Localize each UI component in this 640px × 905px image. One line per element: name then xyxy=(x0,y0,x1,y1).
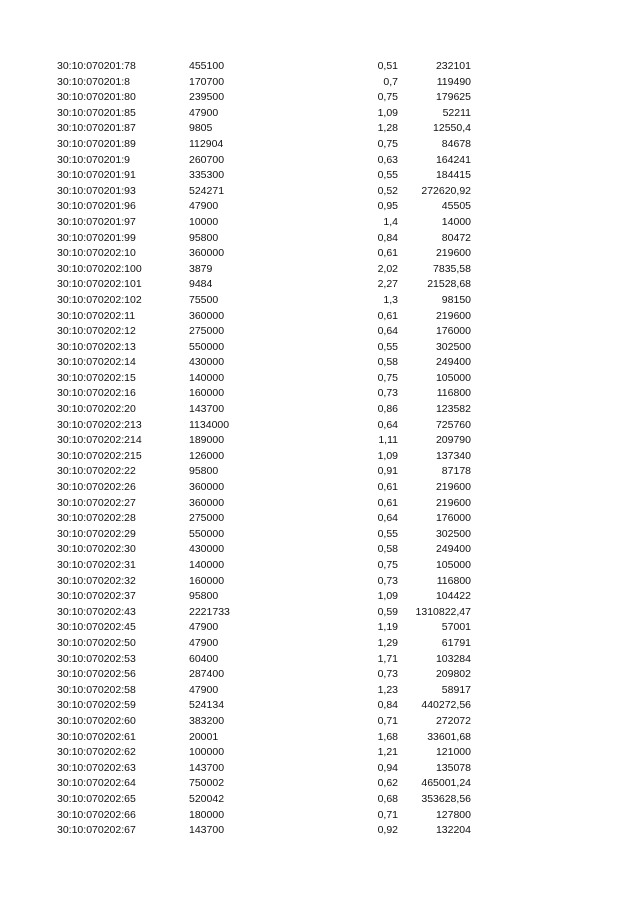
table-row xyxy=(0,418,640,434)
cadastral-number-cell: 30:10:070202:29 xyxy=(57,527,136,540)
calculated-value-cell: 12550,4 xyxy=(433,122,471,135)
cadastral-value-cell: 360000 xyxy=(189,496,225,509)
cadastral-value-cell: 100000 xyxy=(189,746,225,759)
calculated-value-cell: 14000 xyxy=(441,215,471,228)
cadastral-number-cell: 30:10:070201:89 xyxy=(57,137,136,150)
cadastral-value-cell: 2221733 xyxy=(189,605,230,618)
coefficient-cell: 0,92 xyxy=(377,824,398,837)
calculated-value-cell: 209802 xyxy=(435,668,471,681)
cadastral-number-cell: 30:10:070201:8 xyxy=(57,75,130,88)
calculated-value-cell: 33601,68 xyxy=(427,730,471,743)
table-row xyxy=(0,433,640,449)
cadastral-value-cell: 140000 xyxy=(189,371,225,384)
table-row xyxy=(0,605,640,621)
cadastral-value-cell: 47900 xyxy=(189,683,219,696)
table-row xyxy=(0,137,640,153)
cadastral-number-cell: 30:10:070202:63 xyxy=(57,761,136,774)
calculated-value-cell: 98150 xyxy=(441,293,471,306)
table-row xyxy=(0,589,640,605)
cadastral-number-cell: 30:10:070201:9 xyxy=(57,153,130,166)
calculated-value-cell: 119490 xyxy=(436,75,471,88)
coefficient-cell: 0,63 xyxy=(377,153,398,166)
table-row xyxy=(0,698,640,714)
cadastral-number-cell: 30:10:070202:22 xyxy=(57,465,136,478)
table-row xyxy=(0,231,640,247)
table-row xyxy=(0,620,640,636)
cadastral-number-cell: 30:10:070201:87 xyxy=(57,122,136,135)
table-row xyxy=(0,667,640,683)
cadastral-value-cell: 9484 xyxy=(189,278,213,291)
coefficient-cell: 0,75 xyxy=(377,137,398,150)
cadastral-value-cell: 189000 xyxy=(189,434,225,447)
table-row xyxy=(0,761,640,777)
table-row xyxy=(0,823,640,839)
coefficient-cell: 0,64 xyxy=(377,325,398,338)
coefficient-cell: 0,75 xyxy=(377,371,398,384)
cadastral-number-cell: 30:10:070201:91 xyxy=(57,169,136,182)
cadastral-value-cell: 550000 xyxy=(189,340,225,353)
table-row xyxy=(0,293,640,309)
table-row xyxy=(0,511,640,527)
cadastral-number-cell: 30:10:070202:67 xyxy=(57,824,136,837)
cadastral-number-cell: 30:10:070202:28 xyxy=(57,512,136,525)
coefficient-cell: 0,71 xyxy=(377,714,398,727)
table-row xyxy=(0,792,640,808)
cadastral-value-cell: 47900 xyxy=(189,621,219,634)
cadastral-value-cell: 60400 xyxy=(189,652,219,665)
coefficient-cell: 0,62 xyxy=(377,777,398,790)
table-row xyxy=(0,449,640,465)
table-row xyxy=(0,262,640,278)
coefficient-cell: 0,59 xyxy=(377,605,398,618)
cadastral-number-cell: 30:10:070202:14 xyxy=(57,356,136,369)
coefficient-cell: 1,71 xyxy=(377,652,398,665)
coefficient-cell: 1,09 xyxy=(377,106,398,119)
cadastral-number-cell: 30:10:070202:12 xyxy=(57,325,136,338)
cadastral-value-cell: 239500 xyxy=(189,91,225,104)
cadastral-value-cell: 360000 xyxy=(189,247,225,260)
cadastral-value-cell: 143700 xyxy=(189,403,225,416)
coefficient-cell: 1,21 xyxy=(377,746,398,759)
coefficient-cell: 0,84 xyxy=(377,699,398,712)
cadastral-value-cell: 1134000 xyxy=(189,418,230,431)
coefficient-cell: 0,91 xyxy=(377,465,398,478)
cadastral-value-cell: 524271 xyxy=(189,184,225,197)
cadastral-number-cell: 30:10:070202:15 xyxy=(57,371,136,384)
calculated-value-cell: 272620,92 xyxy=(421,184,471,197)
cadastral-number-cell: 30:10:070201:80 xyxy=(57,91,136,104)
calculated-value-cell: 302500 xyxy=(435,527,471,540)
cadastral-value-cell: 750002 xyxy=(189,777,225,790)
calculated-value-cell: 103284 xyxy=(435,652,471,665)
calculated-value-cell: 7835,58 xyxy=(433,262,471,275)
cadastral-number-cell: 30:10:070202:50 xyxy=(57,636,136,649)
cadastral-value-cell: 140000 xyxy=(189,559,225,571)
coefficient-cell: 0,55 xyxy=(377,169,398,182)
coefficient-cell: 1,29 xyxy=(377,636,398,649)
calculated-value-cell: 219600 xyxy=(435,481,471,494)
table-row xyxy=(0,106,640,122)
cadastral-value-cell: 95800 xyxy=(189,231,219,244)
calculated-value-cell: 104422 xyxy=(435,590,471,603)
coefficient-cell: 0,61 xyxy=(377,496,398,509)
calculated-value-cell: 57001 xyxy=(441,621,471,634)
cadastral-number-cell: 30:10:070202:53 xyxy=(57,652,136,665)
table-row xyxy=(0,340,640,356)
cadastral-value-cell: 524134 xyxy=(189,699,225,712)
coefficient-cell: 0,7 xyxy=(383,75,398,88)
calculated-value-cell: 87178 xyxy=(441,465,471,478)
coefficient-cell: 0,84 xyxy=(377,231,398,244)
calculated-value-cell: 302500 xyxy=(435,340,471,353)
cadastral-value-cell: 260700 xyxy=(189,153,225,166)
cadastral-value-cell: 3879 xyxy=(189,262,213,275)
coefficient-cell: 0,95 xyxy=(377,200,398,213)
table-row xyxy=(0,309,640,325)
cadastral-value-cell: 275000 xyxy=(189,325,225,338)
table-row xyxy=(0,480,640,496)
cadastral-number-cell: 30:10:070201:78 xyxy=(57,60,136,72)
cadastral-number-cell: 30:10:070202:64 xyxy=(57,777,136,790)
coefficient-cell: 1,68 xyxy=(377,730,398,743)
calculated-value-cell: 127800 xyxy=(435,808,471,821)
cadastral-number-cell: 30:10:070202:214 xyxy=(57,434,142,447)
coefficient-cell: 1,11 xyxy=(378,434,398,447)
table-row xyxy=(0,542,640,558)
cadastral-number-cell: 30:10:070201:97 xyxy=(57,215,136,228)
coefficient-cell: 0,86 xyxy=(377,403,398,416)
coefficient-cell: 0,51 xyxy=(377,60,398,72)
cadastral-number-cell: 30:10:070202:32 xyxy=(57,574,136,587)
coefficient-cell: 0,64 xyxy=(377,512,398,525)
calculated-value-cell: 116800 xyxy=(436,574,471,587)
cadastral-value-cell: 160000 xyxy=(189,574,225,587)
calculated-value-cell: 116800 xyxy=(436,387,471,400)
cadastral-value-cell: 10000 xyxy=(189,215,219,228)
cadastral-number-cell: 30:10:070202:213 xyxy=(57,418,142,431)
table-row xyxy=(0,402,640,418)
table-row xyxy=(0,184,640,200)
table-row xyxy=(0,636,640,652)
table-row xyxy=(0,574,640,590)
coefficient-cell: 0,94 xyxy=(377,761,398,774)
table-row xyxy=(0,59,640,75)
calculated-value-cell: 52211 xyxy=(442,106,471,119)
coefficient-cell: 0,61 xyxy=(377,309,398,322)
table-row xyxy=(0,730,640,746)
cadastral-number-cell: 30:10:070202:100 xyxy=(57,262,142,275)
table-row xyxy=(0,683,640,699)
cadastral-value-cell: 95800 xyxy=(189,590,219,603)
cadastral-number-cell: 30:10:070201:96 xyxy=(57,200,136,213)
coefficient-cell: 0,68 xyxy=(377,792,398,805)
calculated-value-cell: 105000 xyxy=(435,371,471,384)
cadastral-value-cell: 180000 xyxy=(189,808,225,821)
cadastral-value-cell: 160000 xyxy=(189,387,225,400)
table-row xyxy=(0,246,640,262)
calculated-value-cell: 353628,56 xyxy=(421,792,471,805)
calculated-value-cell: 219600 xyxy=(435,309,471,322)
coefficient-cell: 0,61 xyxy=(377,247,398,260)
calculated-value-cell: 272072 xyxy=(435,714,471,727)
calculated-value-cell: 249400 xyxy=(435,543,471,556)
coefficient-cell: 0,55 xyxy=(377,527,398,540)
coefficient-cell: 0,61 xyxy=(377,481,398,494)
coefficient-cell: 0,71 xyxy=(377,808,398,821)
coefficient-cell: 1,09 xyxy=(377,590,398,603)
cadastral-value-cell: 520042 xyxy=(189,792,225,805)
table-row xyxy=(0,714,640,730)
coefficient-cell: 2,02 xyxy=(377,262,398,275)
coefficient-cell: 1,28 xyxy=(377,122,398,135)
coefficient-cell: 1,09 xyxy=(377,449,398,462)
cadastral-number-cell: 30:10:070202:62 xyxy=(57,746,136,759)
cadastral-value-cell: 383200 xyxy=(189,714,225,727)
cadastral-value-cell: 275000 xyxy=(189,512,225,525)
table-row xyxy=(0,355,640,371)
calculated-value-cell: 219600 xyxy=(435,496,471,509)
coefficient-cell: 0,73 xyxy=(377,574,398,587)
table-row xyxy=(0,808,640,824)
calculated-value-cell: 184415 xyxy=(435,169,471,182)
cadastral-number-cell: 30:10:070202:26 xyxy=(57,481,136,494)
table-row xyxy=(0,324,640,340)
cadastral-value-cell: 430000 xyxy=(189,356,225,369)
cadastral-number-cell: 30:10:070202:215 xyxy=(57,449,142,462)
calculated-value-cell: 135078 xyxy=(435,761,471,774)
coefficient-cell: 0,58 xyxy=(377,356,398,369)
calculated-value-cell: 137340 xyxy=(435,449,471,462)
table-row xyxy=(0,168,640,184)
table-row xyxy=(0,464,640,480)
calculated-value-cell: 249400 xyxy=(435,356,471,369)
cadastral-number-cell: 30:10:070202:56 xyxy=(57,668,136,681)
calculated-value-cell: 465001,24 xyxy=(421,777,471,790)
calculated-value-cell: 45505 xyxy=(441,200,471,213)
data-table xyxy=(0,59,640,839)
calculated-value-cell: 121000 xyxy=(435,746,471,759)
calculated-value-cell: 176000 xyxy=(435,325,471,338)
table-row xyxy=(0,90,640,106)
cadastral-number-cell: 30:10:070202:11 xyxy=(57,309,136,322)
table-row xyxy=(0,153,640,169)
cadastral-number-cell: 30:10:070202:31 xyxy=(57,559,136,571)
table-row xyxy=(0,199,640,215)
cadastral-value-cell: 170700 xyxy=(189,75,225,88)
cadastral-number-cell: 30:10:070202:45 xyxy=(57,621,136,634)
coefficient-cell: 0,75 xyxy=(377,91,398,104)
calculated-value-cell: 725760 xyxy=(435,418,471,431)
calculated-value-cell: 176000 xyxy=(435,512,471,525)
cadastral-value-cell: 112904 xyxy=(189,137,224,150)
coefficient-cell: 1,23 xyxy=(377,683,398,696)
coefficient-cell: 0,64 xyxy=(377,418,398,431)
cadastral-value-cell: 430000 xyxy=(189,543,225,556)
cadastral-value-cell: 360000 xyxy=(189,309,225,322)
coefficient-cell: 0,52 xyxy=(377,184,398,197)
table-row xyxy=(0,496,640,512)
cadastral-number-cell: 30:10:070202:10 xyxy=(57,247,136,260)
cadastral-value-cell: 287400 xyxy=(189,668,225,681)
calculated-value-cell: 219600 xyxy=(435,247,471,260)
cadastral-value-cell: 47900 xyxy=(189,106,219,119)
calculated-value-cell: 21528,68 xyxy=(427,278,471,291)
cadastral-value-cell: 20001 xyxy=(189,730,219,743)
calculated-value-cell: 123582 xyxy=(435,403,471,416)
calculated-value-cell: 132204 xyxy=(435,824,471,837)
table-row xyxy=(0,745,640,761)
calculated-value-cell: 164241 xyxy=(435,153,471,166)
cadastral-value-cell: 75500 xyxy=(189,293,219,306)
calculated-value-cell: 179625 xyxy=(435,91,471,104)
cadastral-number-cell: 30:10:070202:59 xyxy=(57,699,136,712)
cadastral-value-cell: 143700 xyxy=(189,824,225,837)
table-row xyxy=(0,776,640,792)
coefficient-cell: 2,27 xyxy=(377,278,398,291)
table-row xyxy=(0,277,640,293)
cadastral-value-cell: 550000 xyxy=(189,527,225,540)
cadastral-number-cell: 30:10:070202:16 xyxy=(57,387,136,400)
cadastral-number-cell: 30:10:070202:20 xyxy=(57,403,136,416)
calculated-value-cell: 440272,56 xyxy=(421,699,471,712)
cadastral-number-cell: 30:10:070202:37 xyxy=(57,590,136,603)
table-row xyxy=(0,215,640,231)
cadastral-value-cell: 143700 xyxy=(189,761,225,774)
cadastral-number-cell: 30:10:070202:102 xyxy=(57,293,142,306)
cadastral-number-cell: 30:10:070201:93 xyxy=(57,184,136,197)
table-row xyxy=(0,371,640,387)
cadastral-value-cell: 126000 xyxy=(189,449,225,462)
calculated-value-cell: 105000 xyxy=(435,559,471,571)
calculated-value-cell: 1310822,47 xyxy=(415,605,471,618)
table-row xyxy=(0,527,640,543)
coefficient-cell: 1,4 xyxy=(383,215,398,228)
coefficient-cell: 0,73 xyxy=(377,387,398,400)
cadastral-number-cell: 30:10:070202:13 xyxy=(57,340,136,353)
cadastral-number-cell: 30:10:070202:60 xyxy=(57,714,136,727)
cadastral-value-cell: 455100 xyxy=(189,60,225,72)
cadastral-number-cell: 30:10:070202:65 xyxy=(57,792,136,805)
cadastral-value-cell: 9805 xyxy=(189,122,213,135)
cadastral-number-cell: 30:10:070202:101 xyxy=(57,278,142,291)
calculated-value-cell: 209790 xyxy=(435,434,471,447)
table-row xyxy=(0,121,640,137)
calculated-value-cell: 61791 xyxy=(441,636,471,649)
cadastral-value-cell: 47900 xyxy=(189,636,219,649)
cadastral-value-cell: 95800 xyxy=(189,465,219,478)
cadastral-number-cell: 30:10:070201:85 xyxy=(57,106,136,119)
coefficient-cell: 0,75 xyxy=(377,559,398,571)
cadastral-number-cell: 30:10:070202:66 xyxy=(57,808,136,821)
cadastral-number-cell: 30:10:070202:61 xyxy=(57,730,136,743)
calculated-value-cell: 80472 xyxy=(441,231,471,244)
coefficient-cell: 0,58 xyxy=(377,543,398,556)
table-row xyxy=(0,386,640,402)
cadastral-number-cell: 30:10:070202:27 xyxy=(57,496,136,509)
cadastral-number-cell: 30:10:070202:43 xyxy=(57,605,136,618)
cadastral-value-cell: 47900 xyxy=(189,200,219,213)
coefficient-cell: 1,3 xyxy=(383,293,398,306)
calculated-value-cell: 84678 xyxy=(441,137,471,150)
table-row xyxy=(0,652,640,668)
calculated-value-cell: 58917 xyxy=(441,683,471,696)
coefficient-cell: 0,73 xyxy=(377,668,398,681)
table-row xyxy=(0,75,640,91)
cadastral-number-cell: 30:10:070201:99 xyxy=(57,231,136,244)
coefficient-cell: 1,19 xyxy=(377,621,398,634)
table-row xyxy=(0,558,640,574)
cadastral-value-cell: 360000 xyxy=(189,481,225,494)
calculated-value-cell: 232101 xyxy=(435,60,471,72)
cadastral-number-cell: 30:10:070202:30 xyxy=(57,543,136,556)
cadastral-number-cell: 30:10:070202:58 xyxy=(57,683,136,696)
cadastral-value-cell: 335300 xyxy=(189,169,225,182)
coefficient-cell: 0,55 xyxy=(377,340,398,353)
